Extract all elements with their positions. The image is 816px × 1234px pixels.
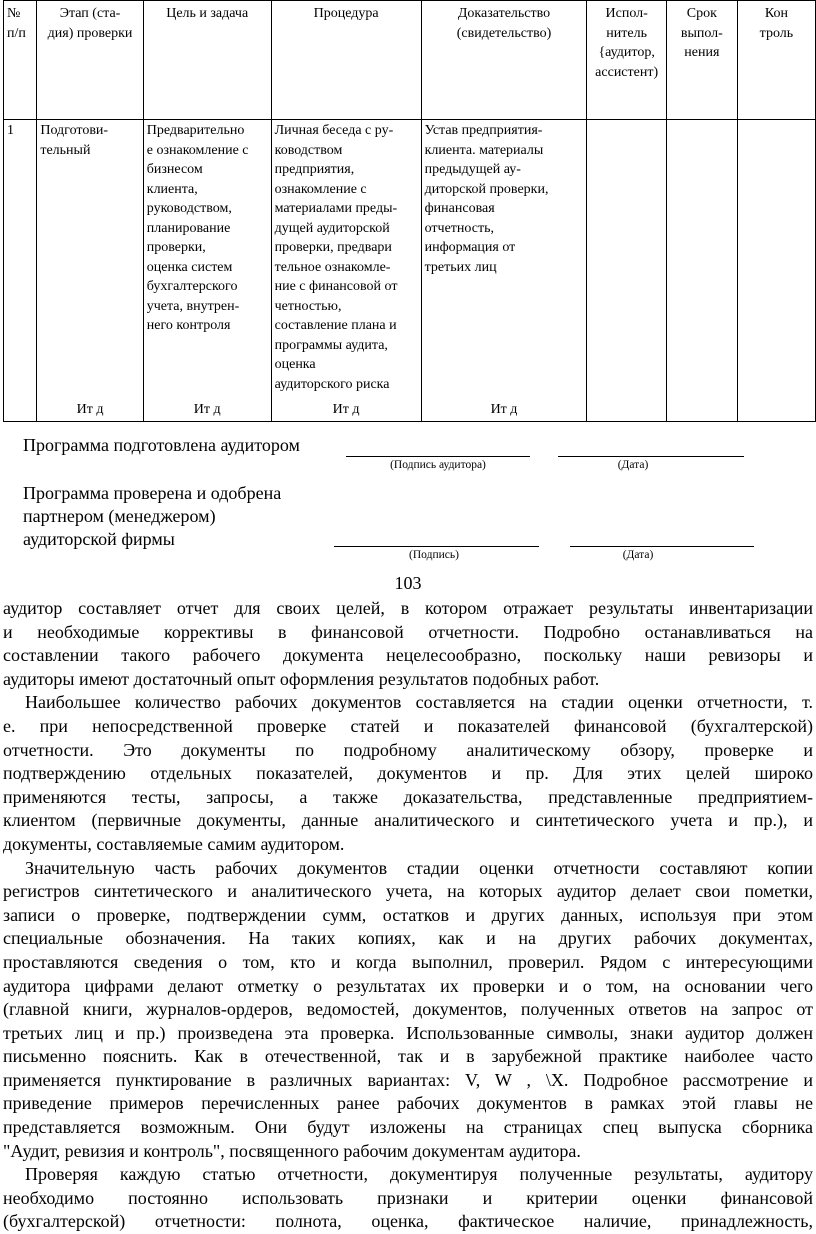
prepared-date-line: [558, 432, 744, 457]
cell-evidence: [421, 120, 587, 422]
paragraph-line: регистров синтетического и аналитического учета, на которых аудитор делает свои пометки,: [3, 881, 813, 902]
paragraph-line: специальные обозначения. На таких копиях, как и на других рабочих документах,: [3, 928, 813, 949]
cell-procedure-text: Личная беседа с ру- ководством предприятия, ознакомление с материалами преды- дущей аудиторской проверки, предвари тельное ознакомле- ние с финансовой от четностью, составление плана и программы аудита, оценка аудиторского риска: [274, 123, 398, 392]
body-text: [3, 597, 813, 1234]
paragraph-line: подтверждению отдельных показателей, документов и пр. Для этих целей широко: [3, 763, 813, 784]
cell-evidence-text: Устав предприятия- клиента. материалы предыдущей ау- диторской проверки, финансовая отчетность, информация от третьих лиц: [424, 123, 549, 275]
header-deadline: Срок выпол- нения: [666, 1, 737, 120]
table-row: [4, 120, 816, 422]
paragraph-line: третьих лиц и пр.) произведена эта проверка. Использованные символы, знаки аудитор должен: [3, 1022, 813, 1043]
cell-stage: [37, 120, 143, 422]
paragraph-line: составлении такого рабочего документа нецелесообразно, поскольку наши ревизоры и: [3, 645, 813, 666]
paragraph-line: письменно пояснить. Как в отечественной, так и в зарубежной практике наиболее часто: [3, 1046, 813, 1067]
total-label-stage: Ит д: [76, 401, 104, 417]
audit-program-table-area: [0, 0, 816, 432]
paragraph-line: Наибольшее количество рабочих документов составляется на стадии оценки отчетности, т.: [25, 692, 813, 713]
prepared-signature-caption: (Подпись аудитора): [390, 459, 486, 471]
paragraph-line: приведение примеров перечисленных ранее рабочих документов в рамках этой главы не: [3, 1093, 813, 1114]
header-goal: Цель и задача: [143, 1, 271, 120]
paragraph-line: представляется возможным. Они будут изложены на страницах спец выпуска сборника: [3, 1117, 813, 1138]
total-label-evidence: Ит д: [490, 401, 518, 417]
prepared-signature-line: [346, 432, 530, 457]
paragraph-line: записи о проверке, подтверждении сумм, остатков и других данных, используя при этом: [3, 904, 813, 925]
approved-signature-line: [334, 522, 539, 547]
paragraph-line: е. при непосредственной проверке статей и показателей финансовой (бухгалтерской): [3, 715, 813, 736]
header-stage: Этап (ста- дия) проверки: [37, 1, 143, 120]
cell-number: [4, 120, 37, 422]
paragraph-line: (главной книги, журналов-ордеров, ведомостей, документов, полученных ответов на запрос от: [3, 999, 813, 1020]
paragraph-line: аудитор составляет отчет для своих целей, в котором отражает результаты инвентаризации: [3, 598, 813, 618]
total-label-goal: Ит д: [193, 401, 221, 417]
cell-goal-text: Предварительно е ознакомление с бизнесом клиента, руководством, планирование проверки, оценка систем бухгалтерского учета, внутрен- него контроля: [146, 123, 249, 333]
header-number: № п/п: [4, 1, 37, 120]
cell-executor: [587, 120, 667, 422]
paragraph-line: аудиторы имеют достаточный опыт оформления результатов подобных работ.: [3, 668, 600, 689]
cell-stage-text: Подготови- тельный: [40, 123, 109, 158]
total-label-procedure: Ит д: [332, 401, 360, 417]
paragraph-line: Значительную часть рабочих документов стадии оценки отчетности составляют копии: [25, 857, 813, 878]
approved-date-line: [570, 522, 754, 547]
paragraph-line: отчетности. Это документы по подробному аналитическому обзору, проверке и: [3, 739, 813, 760]
cell-deadline: [666, 120, 737, 422]
paragraph-line: Проверяя каждую статью отчетности, документируя полученные результаты, аудитору: [25, 1164, 813, 1185]
header-control: Кон троль: [737, 1, 815, 120]
cell-number-text: 1: [7, 123, 14, 138]
paragraph-line: и необходимые коррективы в финансовой отчетности. Подробно останавливаться на: [3, 621, 813, 642]
paragraph-line: необходимо постоянно использовать признаки и критерии оценки финансовой: [3, 1187, 813, 1208]
header-evidence: Доказательство (свидетельство): [421, 1, 587, 120]
page-number: 103: [394, 573, 422, 593]
table-header-row: [4, 1, 816, 120]
paragraph-line: проставляются сведения о том, кто и когда выполнил, проверил. Рядом с интересующими: [3, 951, 813, 972]
paragraph-line: (бухгалтерской) отчетности: полнота, оценка, фактическое наличие, принадлежность,: [3, 1211, 813, 1232]
header-procedure: Процедура: [271, 1, 421, 120]
approved-date-caption: (Дата): [622, 549, 654, 561]
audit-program-table: [3, 0, 816, 422]
cell-control: [737, 120, 815, 422]
paragraph-line: клиентом (первичные документы, данные аналитического и синтетического учета и пр.), и: [3, 810, 813, 831]
cell-goal: [143, 120, 271, 422]
paragraph-line: применяется пунктирование в различных вариантах: V, W , \X. Подробное рассмотрение и: [3, 1069, 813, 1090]
prepared-label: Программа подготовлена аудитором: [23, 435, 300, 455]
approved-signature-caption: (Подпись): [409, 549, 459, 561]
cell-procedure: [271, 120, 421, 422]
prepared-date-caption: (Дата): [617, 459, 649, 471]
paragraph-line: "Аудит, ревизия и контроль", посвященного рабочим документам аудитора.: [3, 1140, 581, 1161]
paragraph-line: документы, составляемые самим аудитором.: [3, 833, 345, 854]
paragraph-line: аудитора цифрами делают отметку о результатах их проверки и о том, на основании чего: [3, 975, 813, 996]
paragraph-line: применяются тесты, запросы, а также доказательства, представленные предприятием-: [3, 786, 813, 807]
approved-label: Программа проверена и одобрена партнером (менеджером) аудиторской фирмы: [23, 483, 282, 549]
header-executor: Испол- нитель {аудитор, ассистент): [587, 1, 667, 120]
